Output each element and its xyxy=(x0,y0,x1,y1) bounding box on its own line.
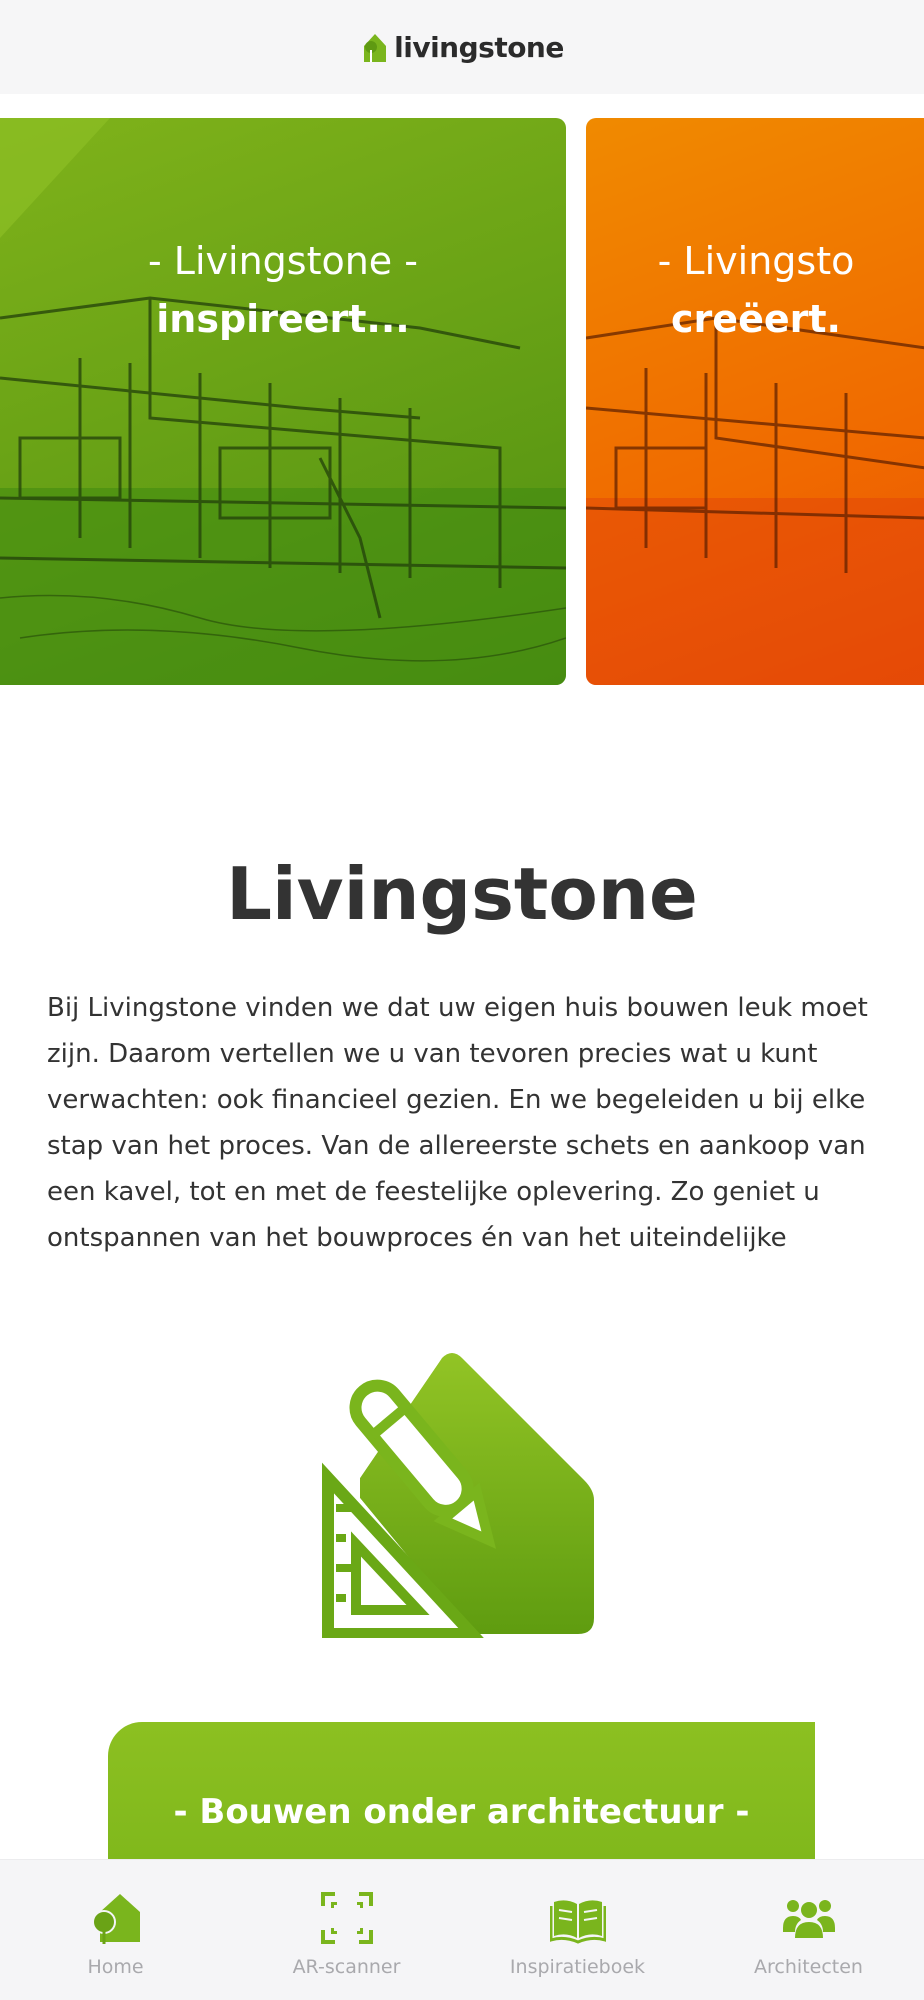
nav-label: AR-scanner xyxy=(292,1956,401,1978)
nav-item-inspiratieboek[interactable] xyxy=(462,1860,693,2000)
slide-title-line1: - Livingstone - xyxy=(148,239,418,283)
people-group-icon xyxy=(781,1890,837,1946)
pencil-ruler-house-icon xyxy=(322,1348,598,1638)
slide-title xyxy=(0,232,566,348)
intro-paragraph: Bij Livingstone vinden we dat uw eigen huis bouwen leuk moet zijn. Daarom vertellen we u van tevoren precies wat u kunt verwachten: ook financieel gezien. En we begeleiden u bij elke stap van het proces. Van de allereerste schets en aankoop van een kavel, tot en met de feestelijke oplevering. Zo geniet u ontspannen van het bouwproces én van het uiteindelijke xyxy=(47,993,868,1253)
page-title: Livingstone xyxy=(226,852,698,936)
nav-item-architecten[interactable] xyxy=(693,1860,924,2000)
nav-label: Architecten xyxy=(754,1956,863,1978)
hero-carousel[interactable] xyxy=(0,118,924,685)
slide-title-line1: - Livingsto xyxy=(657,239,855,283)
slide-title-line2: creëert. xyxy=(671,297,841,341)
cta-label: - Bouwen onder architectuur - xyxy=(173,1792,750,1832)
slide-title xyxy=(586,232,924,348)
house-tree-icon xyxy=(360,30,390,64)
app-header xyxy=(0,0,924,94)
house-sketch-illustration xyxy=(586,118,924,685)
nav-item-home[interactable] xyxy=(0,1860,231,2000)
nav-item-ar-scanner[interactable] xyxy=(231,1860,462,2000)
house-sketch-illustration xyxy=(0,118,566,685)
nav-label: Home xyxy=(87,1956,144,1978)
nav-label: Inspiratieboek xyxy=(509,1956,646,1978)
carousel-slide-creeert[interactable] xyxy=(586,118,924,685)
bottom-navigation xyxy=(0,1859,924,2000)
scan-frame-icon xyxy=(319,1890,375,1946)
architecture-cta-button[interactable] xyxy=(108,1722,815,1862)
logo-text: livingstone xyxy=(394,30,564,64)
livingstone-logo[interactable] xyxy=(360,30,564,64)
slide-title-line2: inspireert... xyxy=(156,297,410,341)
open-book-icon xyxy=(550,1890,606,1946)
carousel-slide-inspireert[interactable] xyxy=(0,118,566,685)
house-icon xyxy=(88,1890,144,1946)
